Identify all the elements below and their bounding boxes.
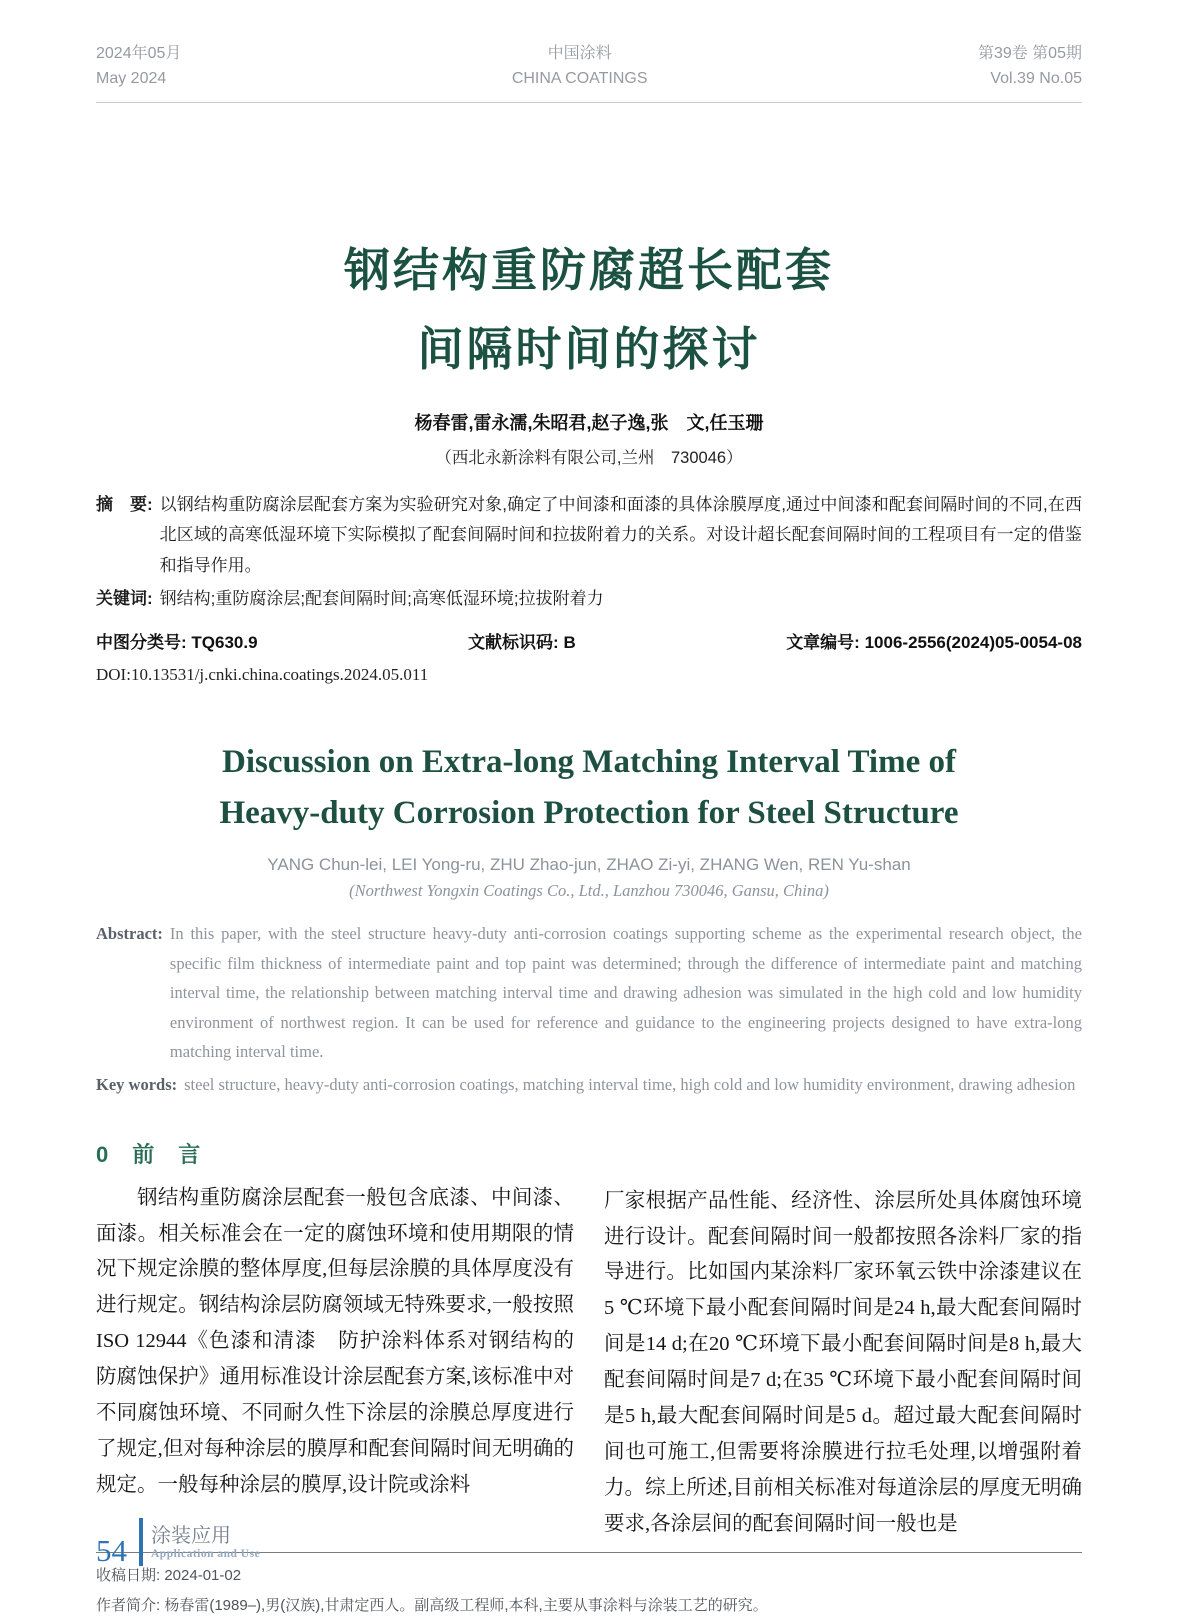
footer-accent-bar [139,1518,143,1566]
masthead-journal-name [512,42,648,92]
body-column-right [604,1138,1082,1543]
document-code-label: 文献标识码: [468,633,559,653]
abstract-zh-label: 摘 要: [96,494,153,514]
article-title-zh-line1: 钢结构重防腐超长配套 [344,243,834,296]
keywords-zh-text: 钢结构;重防腐涂层;配套间隔时间;高寒低湿环境;拉拔附着力 [159,588,604,608]
body-paragraph-right: 厂家根据产品性能、经济性、涂层所处具体腐蚀环境进行设计。配套间隔时间一般都按照各涂料厂家的指导进行。比如国内某涂料厂家环氧云铁中涂漆建议在5 ℃环境下最小配套间隔时间是24 h,最大配套间隔时间是14 d;在20 ℃环境下最小配套间隔时间是8 h,最大配套间隔时间是7 d;在35 ℃环境下最小配套间隔时间是5 h,最大配套间隔时间是5 d。超过最大配套间隔时间也可施工,但需要将涂膜进行拉毛处理,以增强附着力。综上所述,目前相关标准对每道涂层的厚度无明确要求,各涂层间的配套间隔时间一般也是 [604,1189,1082,1535]
issue-date-zh: 2024年05月 [96,45,182,62]
footnotes [96,1561,1082,1620]
abstract-en-label: Abstract: [96,924,163,944]
abstract-en-block [96,919,1082,1066]
authors-zh: 杨春雷,雷永濡,朱昭君,赵子逸,张 文,任玉珊 [414,412,764,433]
masthead-issue-date [96,42,181,92]
clc-value: TQ630.9 [191,633,258,653]
page-footer [96,1518,260,1566]
authors-en: YANG Chun-lei, LEI Yong-ru, ZHU Zhao-jun, ZHAO Zi-yi, ZHANG Wen, REN Yu-shan [267,855,911,875]
keywords-zh-block [96,584,1082,615]
author-bio-note [96,1591,1082,1620]
body-paragraph-left: 钢结构重防腐涂层配套一般包含底漆、中间漆、面漆。相关标准会在一定的腐蚀环境和使用期限的情况下规定涂膜的整体厚度,但每层涂膜的具体厚度没有进行规定。钢结构涂层防腐领域无特殊要求,一般按照ISO 12944《色漆和清漆 防护涂料体系对钢结构的防腐蚀保护》通用标准设计涂层配套方案,该标准中对不同腐蚀环境、不同耐久性下涂层的涂膜总厚度进行了规定,但对每种涂层的膜厚和配套间隔时间无明确的规定。一般每种涂层的膜厚,设计院或涂料 [96,1186,574,1496]
journal-name-en: CHINA COATINGS [511,69,648,87]
issue-date-en: May 2024 [96,69,167,87]
author-bio-value: 杨春雷(1989–),男(汉族),甘肃定西人。副高级工程师,本科,主要从事涂料与涂装工艺的研究。 [164,1596,768,1614]
page-number: 54 [96,1533,127,1568]
abstract-zh-text: 以钢结构重防腐涂层配套方案为实验研究对象,确定了中间漆和面漆的具体涂膜厚度,通过中间漆和配套间隔时间的不同,在西北区域的高寒低湿环境下实际模拟了配套间隔时间和拉拔附着力的关系。对设计超长配套间隔时间的工程项目有一定的借鉴和指导作用。 [159,494,1082,575]
clc-label: 中图分类号: [96,633,187,653]
body-columns [96,1138,1082,1543]
keywords-zh-label: 关键词: [96,588,153,608]
clc-number [96,628,258,653]
article-id-value: 1006-2556(2024)05-0054-08 [864,633,1082,653]
keywords-en-label: Key words: [96,1075,178,1095]
doi: DOI:10.13531/j.cnki.china.coatings.2024.05.011 [96,665,429,685]
author-bio-label: 作者简介: [96,1596,161,1614]
journal-masthead [96,0,1082,103]
received-date-label: 收稿日期: [96,1567,161,1585]
section-0-heading: 0 前 言 [96,1141,202,1167]
article-title-en-line2: Heavy-duty Corrosion Protection for Steel Structure [219,795,959,832]
article-id-label: 文章编号: [786,633,860,653]
article-id [786,628,1082,653]
keywords-en-block [96,1070,1082,1099]
article-title-en-line1: Discussion on Extra-long Matching Interval Time of [222,744,956,781]
received-date-value: 2024-01-02 [164,1567,242,1585]
footer-section [151,1524,260,1560]
footer-section-zh: 涂装应用 [151,1525,231,1547]
abstract-en-text: In this paper, with the steel structure heavy-duty anti-corrosion coatings supporting scheme as the experimental research object, the specific film thickness of intermediate paint and top paint was determined; through the difference of intermediate paint and matching interval time, the relationship between matching interval time and drawing adhesion was simulated in the high cold and low humidity environment of northwest region. It can be used for reference and guidance to the engineering projects designed to have extra-long matching interval time. [169,924,1082,1061]
article-title-zh-line2: 间隔时间的探讨 [417,322,761,375]
body-column-left [96,1138,574,1543]
keywords-en-text: steel structure, heavy-duty anti-corrosion coatings, matching interval time, high cold and low humidity environment, drawing adhesion [184,1075,1076,1095]
article-title-zh [96,231,1082,389]
volume-issue-en: Vol.39 No.05 [990,69,1082,87]
affiliation-zh: （西北永新涂料有限公司,兰州 730046） [435,448,743,467]
journal-name-zh: 中国涂料 [547,45,612,62]
document-code [468,628,576,653]
article-title-en [96,737,1082,839]
abstract-zh-block [96,490,1082,582]
document-code-value: B [563,633,576,653]
volume-issue-zh: 第39卷 第05期 [977,45,1082,62]
footer-section-en: Application and Use [151,1548,261,1560]
affiliation-en: (Northwest Yongxin Coatings Co., Ltd., Lanzhou 730046, Gansu, China) [349,881,829,901]
classification-row [96,628,1082,653]
masthead-volume-issue [978,42,1082,92]
